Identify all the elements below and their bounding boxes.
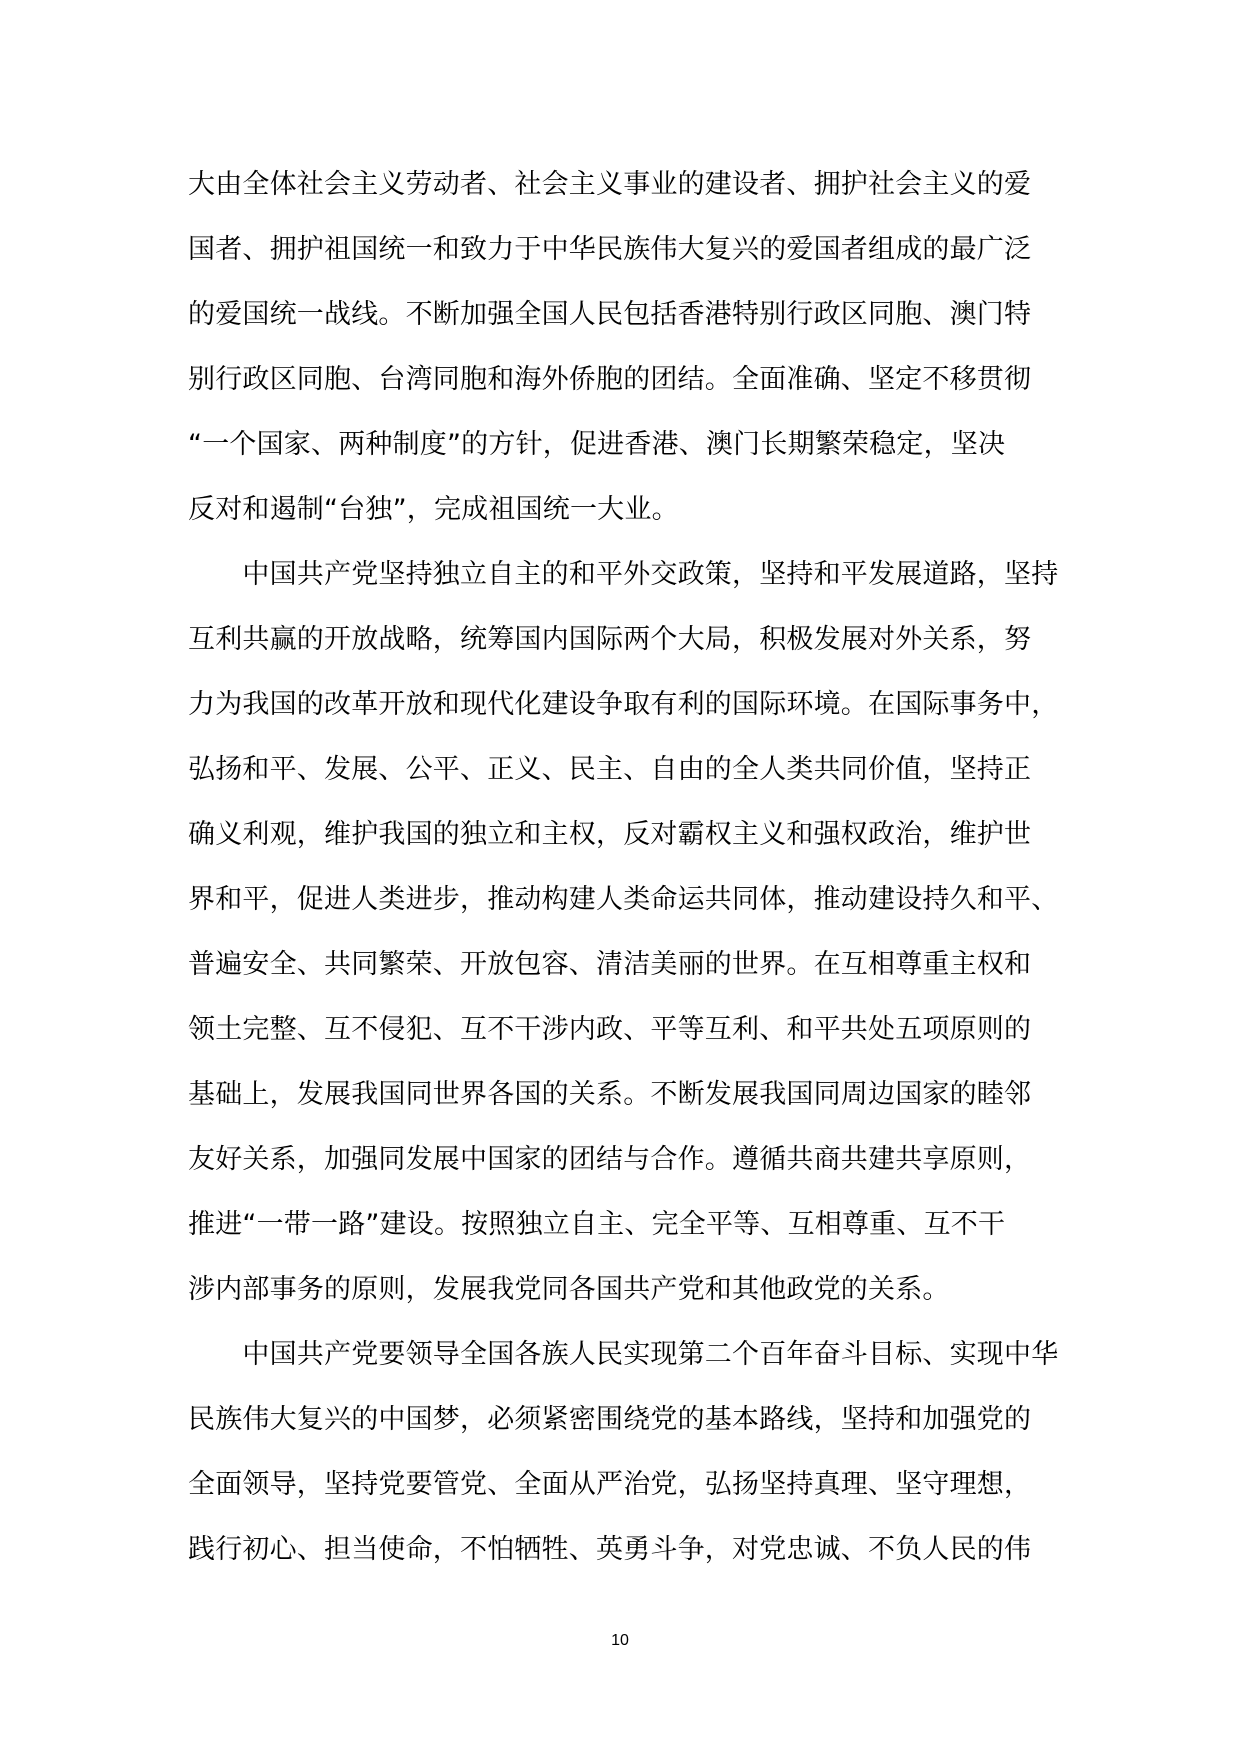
text-line: 弘扬和平、发展、公平、正义、民主、自由的全人类共同价值，坚持正	[188, 754, 1032, 785]
page-number: 10	[611, 1632, 629, 1649]
text-line: 普遍安全、共同繁荣、开放包容、清洁美丽的世界。在互相尊重主权和	[188, 949, 1032, 980]
text-line: 大由全体社会主义劳动者、社会主义事业的建设者、拥护社会主义的爱	[188, 169, 1032, 200]
text-line: “一个国家、两种制度”的方针，促进香港、澳门长期繁荣稳定，坚决	[188, 429, 1006, 460]
text-line: 界和平，促进人类进步，推动构建人类命运共同体，推动建设持久和平、	[188, 884, 1059, 915]
text-line: 民族伟大复兴的中国梦，必须紧密围绕党的基本路线，坚持和加强党的	[188, 1404, 1032, 1435]
text-line: 确义利观，维护我国的独立和主权，反对霸权主义和强权政治，维护世	[188, 819, 1032, 850]
text-line: 反对和遏制“台独”，完成祖国统一大业。	[188, 494, 679, 525]
text-line: 领土完整、互不侵犯、互不干涉内政、平等互利、和平共处五项原则的	[188, 1014, 1032, 1045]
text-line: 基础上，发展我国同世界各国的关系。不断发展我国同周边国家的睦邻	[188, 1079, 1032, 1110]
text-line: 国者、拥护祖国统一和致力于中华民族伟大复兴的爱国者组成的最广泛	[188, 234, 1032, 265]
text-line: 的爱国统一战线。不断加强全国人民包括香港特别行政区同胞、澳门特	[188, 299, 1032, 330]
text-line: 友好关系，加强同发展中国家的团结与合作。遵循共商共建共享原则，	[188, 1144, 1032, 1175]
text-line: 力为我国的改革开放和现代化建设争取有利的国际环境。在国际事务中，	[188, 689, 1059, 720]
text-line: 全面领导，坚持党要管党、全面从严治党，弘扬坚持真理、坚守理想，	[188, 1469, 1032, 1500]
text-line: 中国共产党要领导全国各族人民实现第二个百年奋斗目标、实现中华	[188, 1339, 1059, 1370]
text-line: 别行政区同胞、台湾同胞和海外侨胞的团结。全面准确、坚定不移贯彻	[188, 364, 1032, 395]
body-text	[188, 152, 1058, 1582]
text-line: 践行初心、担当使命，不怕牺牲、英勇斗争，对党忠诚、不负人民的伟	[188, 1534, 1032, 1565]
text-line: 涉内部事务的原则，发展我党同各国共产党和其他政党的关系。	[188, 1274, 950, 1305]
text-line: 中国共产党坚持独立自主的和平外交政策，坚持和平发展道路，坚持	[188, 559, 1059, 590]
text-line: 互利共赢的开放战略，统筹国内国际两个大局，积极发展对外关系，努	[188, 624, 1032, 655]
text-line: 推进“一带一路”建设。按照独立自主、完全平等、互相尊重、互不干	[188, 1209, 1006, 1240]
